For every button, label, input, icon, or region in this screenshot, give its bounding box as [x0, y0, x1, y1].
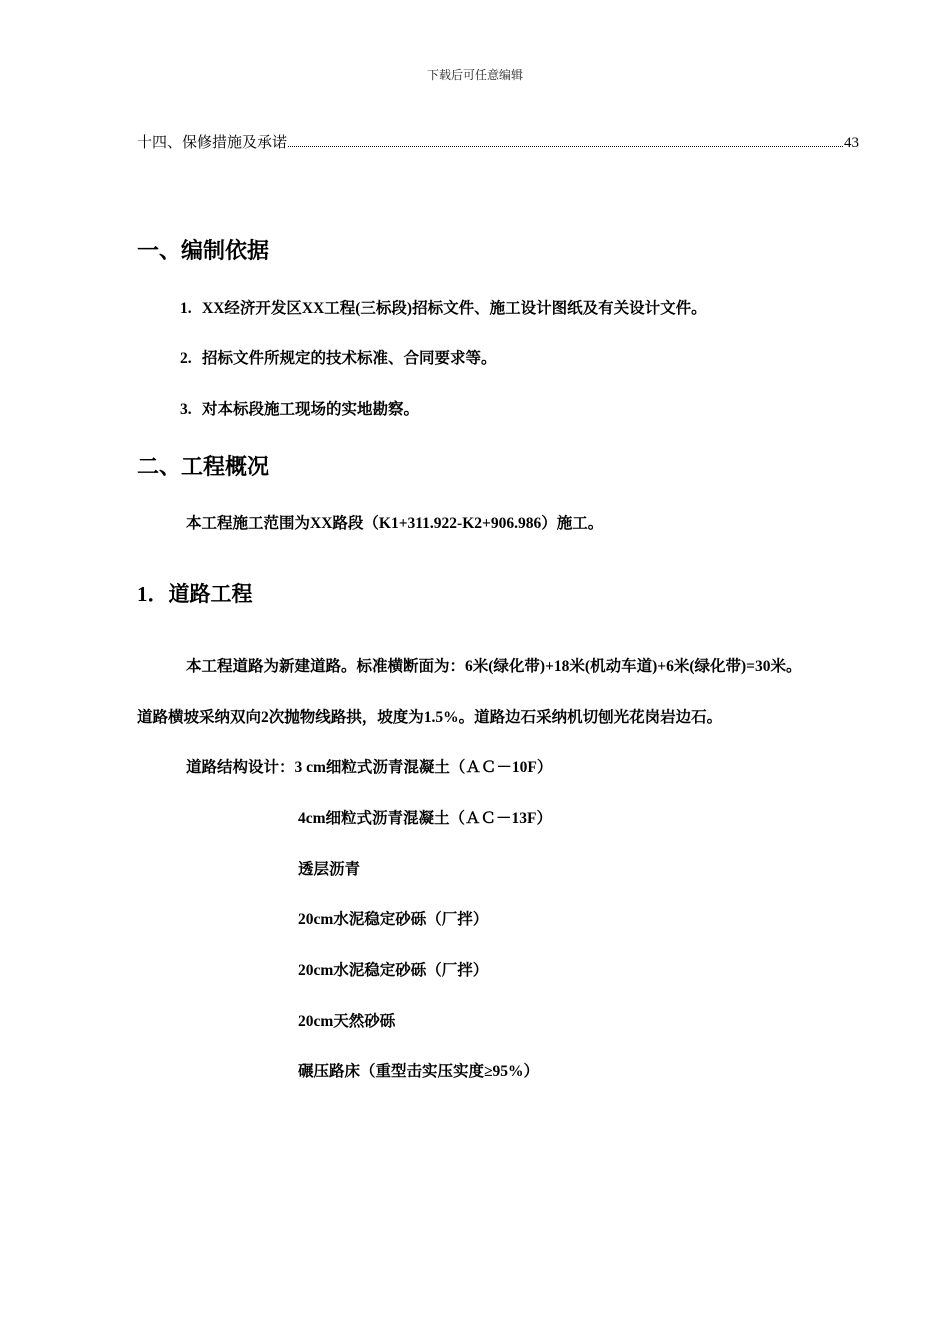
basis-item-text: 对本标段施工现场的实地勘察。	[202, 401, 420, 418]
basis-item-2	[180, 346, 497, 368]
subsection-heading-road: 1．道路工程	[137, 582, 253, 606]
basis-item-1	[180, 296, 707, 318]
structure-layer: 20cm水泥稳定砂砾（厂拌）	[298, 911, 489, 928]
section-heading-basis: 一、编制依据	[137, 238, 270, 263]
structure-layer: 20cm水泥稳定砂砾（厂拌）	[298, 962, 489, 979]
road-paragraph-line-1: 本工程道路为新建道路。标准横断面为：6米(绿化带)+18米(机动车道)+6米(绿化带)=30米。	[186, 658, 802, 675]
basis-item-text: XX经济开发区XX工程(三标段)招标文件、施工设计图纸及有关设计文件。	[202, 300, 707, 317]
structure-layer: 4cm细粒式沥青混凝土（ＡＣ－13F）	[298, 810, 553, 827]
section-heading-overview: 二、工程概况	[137, 454, 270, 479]
basis-item-3	[180, 397, 419, 419]
basis-item-number: 3.	[180, 401, 192, 418]
toc-entry-label: 十四、保修措施及承诺	[137, 135, 288, 151]
basis-item-number: 2.	[180, 350, 192, 367]
toc-entry[interactable]	[137, 131, 859, 152]
structure-layer: 20cm天然砂砾	[298, 1013, 396, 1030]
structure-layer: 透层沥青	[298, 861, 361, 878]
toc-entry-page: 43	[844, 135, 859, 151]
page-header: 下载后可任意编辑	[426, 68, 523, 82]
structure-design-label: 道路结构设计：3 cm细粒式沥青混凝土（ＡＣ－10F）	[186, 759, 553, 776]
basis-item-number: 1.	[180, 300, 192, 317]
basis-item-text: 招标文件所规定的技术标准、合同要求等。	[202, 350, 497, 367]
toc-leader-dots	[288, 145, 843, 147]
structure-layer: 碾压路床（重型击实压实度≥95%）	[298, 1063, 540, 1080]
scope-paragraph: 本工程施工范围为XX路段（K1+311.922-K2+906.986）施工。	[186, 515, 604, 532]
road-paragraph-line-2: 道路横坡采纳双向2次抛物线路拱，坡度为1.5%。道路边石采纳机切刨光花岗岩边石。	[137, 709, 723, 726]
